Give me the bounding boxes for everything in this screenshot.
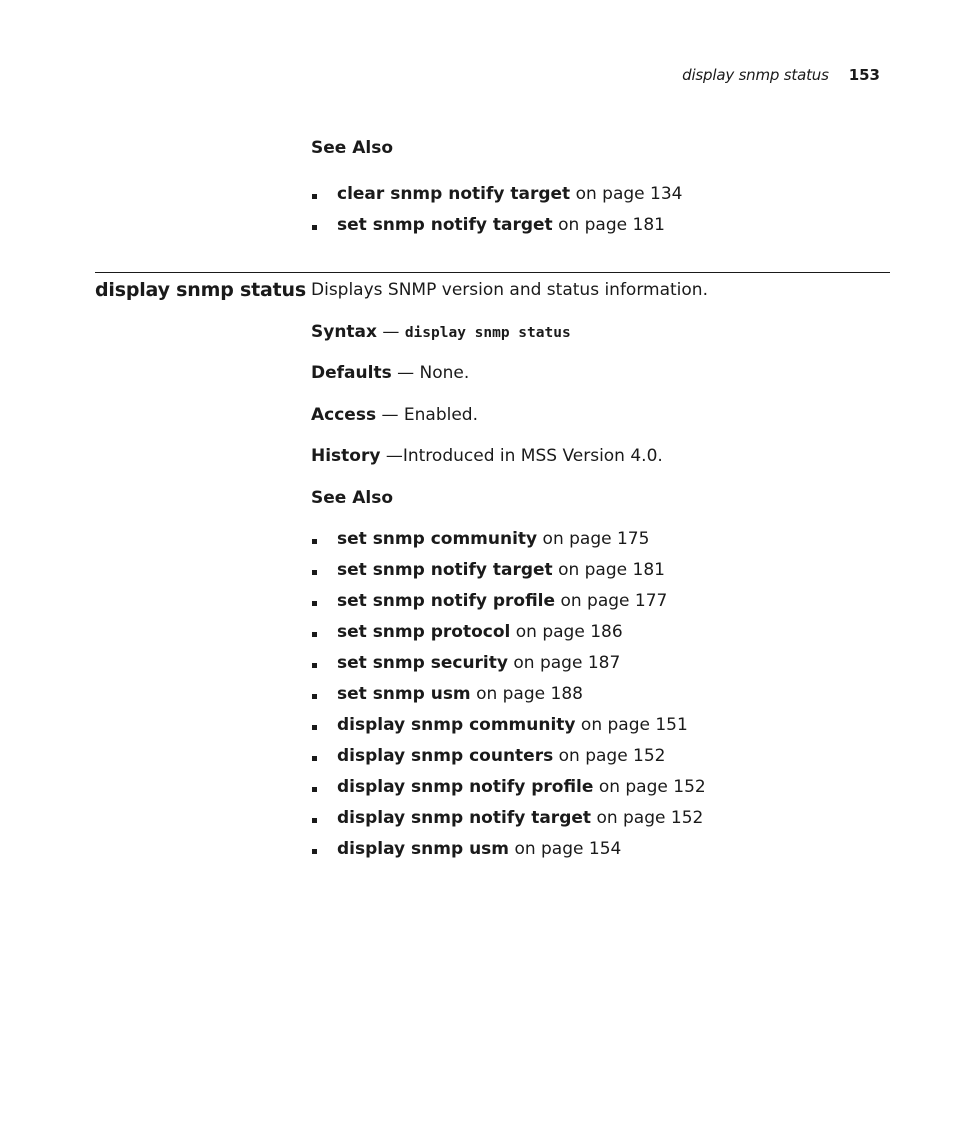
history-line: [311, 446, 663, 466]
bullet-icon: [312, 632, 317, 637]
page-ref: on page 177: [560, 591, 668, 611]
see-also-heading: See Also: [311, 488, 394, 508]
bullet-icon: [312, 849, 317, 854]
access-line: [311, 405, 478, 425]
page-ref: on page 188: [476, 684, 583, 704]
section-title: display snmp status: [95, 279, 306, 301]
access-value: — Enabled.: [376, 405, 478, 425]
section-body: [311, 280, 891, 880]
top-see-also-list: [311, 179, 891, 241]
page-ref: on page 134: [575, 184, 683, 204]
bullet-icon: [312, 663, 317, 668]
list-item: [311, 586, 706, 617]
command-link[interactable]: set snmp notify target: [337, 560, 553, 580]
command-link[interactable]: set snmp usm: [337, 684, 471, 704]
page-ref: on page 186: [515, 622, 623, 642]
list-item: [311, 555, 706, 586]
page-ref: on page 187: [513, 653, 621, 673]
page-ref: on page 152: [598, 777, 706, 797]
see-also-heading: See Also: [311, 138, 394, 158]
command-link[interactable]: display snmp community: [337, 715, 576, 735]
command-link[interactable]: display snmp notify target: [337, 808, 592, 828]
history-value: —Introduced in MSS Version 4.0.: [380, 446, 663, 466]
syntax-line: [311, 322, 571, 342]
bullet-icon: [312, 787, 317, 792]
command-link[interactable]: display snmp counters: [337, 746, 554, 766]
bullet-icon: [312, 818, 317, 823]
bullet-icon: [312, 570, 317, 575]
list-item: [311, 179, 891, 210]
syntax-command: display snmp status: [404, 325, 571, 341]
page-number: 153: [848, 66, 880, 84]
syntax-separator: —: [377, 322, 405, 342]
access-label: Access: [311, 405, 377, 425]
section-description: Displays SNMP version and status information.: [311, 280, 708, 300]
list-item: [311, 524, 706, 555]
history-label: History: [311, 446, 381, 466]
bullet-icon: [312, 225, 317, 230]
defaults-label: Defaults: [311, 363, 392, 383]
defaults-line: [311, 363, 469, 383]
bullet-icon: [312, 539, 317, 544]
list-item: [311, 679, 706, 710]
list-item: [311, 834, 706, 865]
list-item: [311, 772, 706, 803]
page-ref: on page 151: [580, 715, 688, 735]
running-title: display snmp status: [682, 66, 829, 84]
page-ref: on page 175: [542, 529, 650, 549]
page-ref: on page 152: [558, 746, 666, 766]
command-link[interactable]: set snmp community: [337, 529, 538, 549]
section-see-also-list: [311, 524, 706, 865]
bullet-icon: [312, 194, 317, 199]
command-link[interactable]: display snmp notify profile: [337, 777, 594, 797]
page-ref: on page 181: [558, 560, 665, 580]
list-item: [311, 710, 706, 741]
command-link[interactable]: set snmp notify profile: [337, 591, 556, 611]
section-divider: [95, 272, 890, 273]
page-ref: on page 154: [514, 839, 622, 859]
list-item: [311, 617, 706, 648]
bullet-icon: [312, 694, 317, 699]
bullet-icon: [312, 725, 317, 730]
top-see-also: [311, 138, 891, 241]
command-link[interactable]: clear snmp notify target: [337, 184, 571, 204]
page-ref: on page 181: [558, 215, 665, 235]
list-item: [311, 648, 706, 679]
page-header: [682, 66, 880, 84]
list-item: [311, 741, 706, 772]
page-ref: on page 152: [596, 808, 704, 828]
command-link[interactable]: display snmp usm: [337, 839, 510, 859]
command-link[interactable]: set snmp notify target: [337, 215, 553, 235]
command-link[interactable]: set snmp security: [337, 653, 508, 673]
command-link[interactable]: set snmp protocol: [337, 622, 511, 642]
list-item: [311, 803, 706, 834]
bullet-icon: [312, 601, 317, 606]
list-item: [311, 210, 891, 241]
bullet-icon: [312, 756, 317, 761]
defaults-value: — None.: [391, 363, 470, 383]
syntax-label: Syntax: [311, 322, 377, 342]
